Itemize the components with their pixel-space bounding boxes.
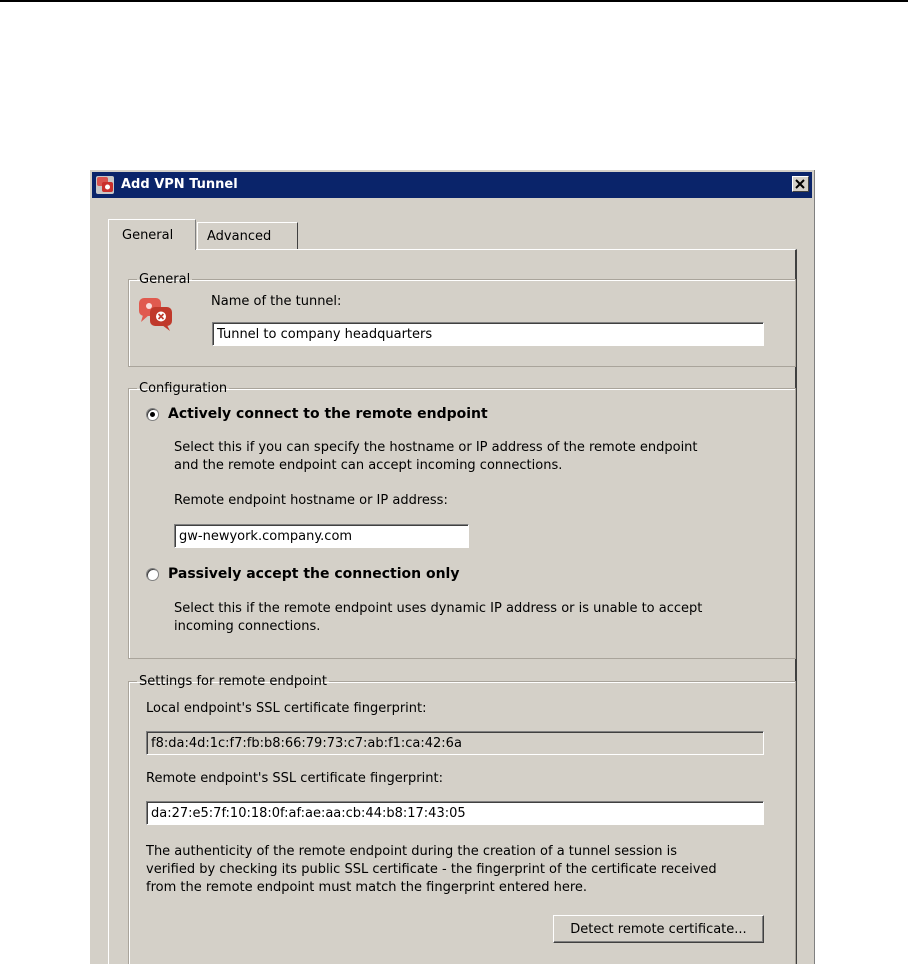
passive-accept-label: Passively accept the connection only [168, 566, 460, 582]
passive-accept-description: Select this if the remote endpoint uses dynamic IP address or is unable to accept incoming connections. [174, 601, 703, 634]
remote-fingerprint-label: Remote endpoint's SSL certificate fingerprint: [146, 771, 443, 786]
configuration-group-legend: Configuration [139, 381, 228, 396]
vpn-tunnel-icon [95, 175, 115, 195]
tab-advanced[interactable] [197, 222, 298, 250]
authenticity-info-text: The authenticity of the remote endpoint during the creation of a tunnel session is verified by checking its public SSL certificate - the fingerprint of the certificate received from the remote endpoint must match the fingerprint entered here. [146, 844, 717, 895]
general-group [128, 272, 796, 367]
tab-panel-general [108, 249, 797, 964]
tab-general[interactable] [108, 219, 196, 250]
tunnel-name-label: Name of the tunnel: [211, 294, 342, 309]
active-connect-label: Actively connect to the remote endpoint [168, 406, 488, 422]
close-icon [793, 177, 808, 191]
detect-remote-certificate-button[interactable]: Detect remote certificate... [553, 915, 764, 943]
passive-accept-radio[interactable] [146, 566, 459, 582]
close-button[interactable] [792, 176, 809, 192]
remote-settings-group-legend: Settings for remote endpoint [139, 674, 328, 689]
window-title: Add VPN Tunnel [121, 177, 238, 192]
active-connect-description: Select this if you can specify the hostname or IP address of the remote endpoint and the remote endpoint can accept incoming connections. [174, 440, 698, 473]
active-connect-radio-button[interactable] [146, 408, 159, 421]
top-border-line [0, 0, 908, 2]
hostname-input[interactable]: gw-newyork.company.com [174, 524, 469, 548]
remote-settings-group [128, 674, 796, 964]
active-connect-radio[interactable] [146, 406, 488, 422]
general-group-legend: General [139, 272, 191, 287]
title-bar[interactable] [92, 172, 812, 198]
local-fingerprint-field: f8:da:4d:1c:f7:fb:b8:66:79:73:c7:ab:f1:ca:42:6a [146, 731, 764, 755]
hostname-label: Remote endpoint hostname or IP address: [174, 493, 448, 508]
add-vpn-tunnel-dialog [89, 169, 815, 964]
tunnel-name-input[interactable]: Tunnel to company headquarters [212, 322, 764, 346]
tab-general-label: General [122, 228, 174, 243]
configuration-group [128, 381, 796, 659]
local-fingerprint-label: Local endpoint's SSL certificate fingerprint: [146, 701, 427, 716]
remote-fingerprint-input[interactable]: da:27:e5:7f:10:18:0f:af:ae:aa:cb:44:b8:17:43:05 [146, 801, 764, 825]
passive-accept-radio-button[interactable] [146, 568, 159, 581]
tab-advanced-label: Advanced [207, 229, 272, 244]
vpn-tunnel-icon [137, 295, 175, 333]
